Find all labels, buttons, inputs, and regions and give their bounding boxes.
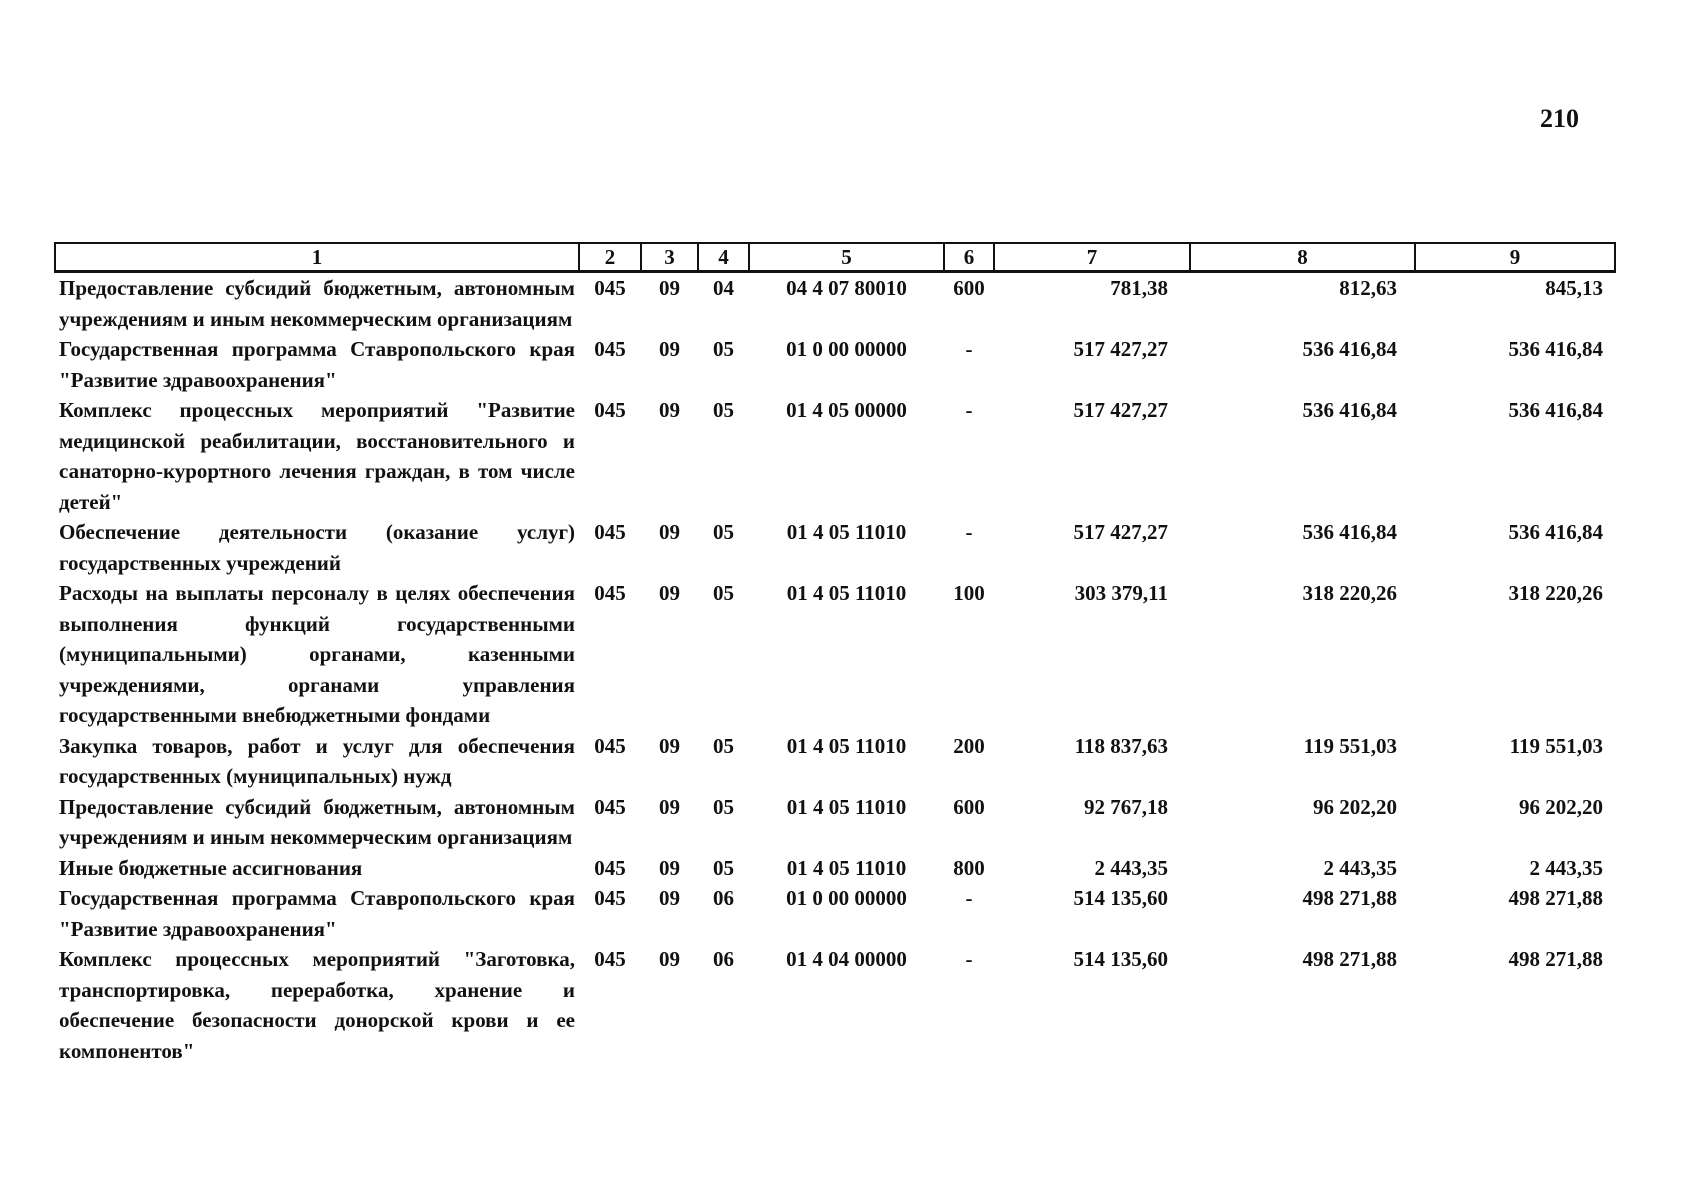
section-code-cell: 09: [659, 855, 680, 880]
row-name-cell: Предоставление субсидий бюджетным, автономным учреждениям и иным некоммерческим организациям: [59, 794, 575, 849]
table-row: [55, 272, 1615, 335]
section-code-cell: 09: [659, 398, 680, 422]
column-header: 5: [749, 243, 944, 272]
target-article-cell: 01 4 05 11010: [786, 520, 907, 544]
amount-col7-cell: 517 427,27: [1073, 398, 1168, 422]
section-code-cell: 09: [659, 276, 680, 300]
subsection-code-cell: 05: [713, 520, 734, 544]
row-name-cell: Предоставление субсидий бюджетным, автономным учреждениям и иным некоммерческим организациям: [59, 276, 575, 331]
amount-col9-cell: 536 416,84: [1508, 520, 1603, 544]
table-row: [55, 853, 1615, 884]
amount-col7-cell: 514 135,60: [1073, 947, 1168, 971]
amount-col9-cell: 536 416,84: [1508, 398, 1603, 422]
page-number: 210: [1540, 104, 1579, 133]
amount-col8-cell: 96 202,20: [1313, 794, 1397, 819]
table-row: [55, 792, 1615, 853]
row-name-cell: Расходы на выплаты персоналу в целях обеспечения выполнения функций государственными (муниципальными) органами, казенными учреждениями, органами управления государственными внебюджетными фондами: [59, 581, 575, 727]
section-code-cell: 09: [659, 794, 680, 819]
row-name-cell: Государственная программа Ставропольского края "Развитие здравоохранения": [59, 886, 575, 941]
row-name-cell: Закупка товаров, работ и услуг для обеспечения государственных (муниципальных) нужд: [59, 733, 575, 788]
amount-col9-cell: 318 220,26: [1508, 581, 1603, 605]
amount-col8-cell: 2 443,35: [1323, 855, 1397, 880]
column-header: 2: [579, 243, 641, 272]
subsection-code-cell: 05: [713, 855, 734, 880]
section-code-cell: 09: [659, 947, 680, 971]
table-row: [55, 883, 1615, 944]
amount-col9-cell: 96 202,20: [1519, 794, 1603, 819]
row-name-cell: Обеспечение деятельности (оказание услуг) государственных учреждений: [59, 520, 575, 575]
target-article-cell: 04 4 07 80010: [786, 276, 907, 300]
budget-table: [54, 242, 1616, 1066]
column-header: 4: [698, 243, 749, 272]
ministry-code-cell: 045: [594, 276, 626, 300]
section-code-cell: 09: [659, 581, 680, 605]
ministry-code-cell: 045: [594, 337, 626, 361]
amount-col7-cell: 517 427,27: [1073, 337, 1168, 361]
ministry-code-cell: 045: [594, 733, 626, 758]
subsection-code-cell: 06: [713, 947, 734, 971]
amount-col9-cell: 119 551,03: [1509, 733, 1603, 758]
column-header: 1: [55, 243, 579, 272]
amount-col9-cell: 536 416,84: [1508, 337, 1603, 361]
amount-col8-cell: 119 551,03: [1303, 733, 1397, 758]
target-article-cell: 01 4 05 11010: [786, 733, 907, 758]
ministry-code-cell: 045: [594, 886, 626, 910]
section-code-cell: 09: [659, 520, 680, 544]
table-row: [55, 334, 1615, 395]
column-header: 6: [944, 243, 994, 272]
subsection-code-cell: 05: [713, 733, 734, 758]
amount-col7-cell: 303 379,11: [1074, 581, 1168, 605]
target-article-cell: 01 4 05 11010: [786, 794, 907, 819]
amount-col8-cell: 536 416,84: [1302, 398, 1397, 422]
table-row: [55, 578, 1615, 731]
expense-type-cell: 200: [953, 733, 985, 758]
expense-type-cell: -: [965, 886, 973, 910]
amount-col9-cell: 845,13: [1545, 276, 1603, 300]
target-article-cell: 01 4 05 00000: [786, 398, 907, 422]
column-header: 8: [1190, 243, 1415, 272]
amount-col7-cell: 2 443,35: [1094, 855, 1168, 880]
target-article-cell: 01 0 00 00000: [786, 337, 907, 361]
amount-col7-cell: 118 837,63: [1074, 733, 1168, 758]
ministry-code-cell: 045: [594, 398, 626, 422]
ministry-code-cell: 045: [594, 855, 626, 880]
expense-type-cell: -: [965, 398, 973, 422]
amount-col7-cell: 517 427,27: [1073, 520, 1168, 544]
row-name-cell: Комплекс процессных мероприятий "Развитие медицинской реабилитации, восстановительного и санаторно-курортного лечения граждан, в том числе детей": [59, 398, 575, 514]
amount-col7-cell: 514 135,60: [1073, 886, 1168, 910]
column-header: 9: [1415, 243, 1615, 272]
section-code-cell: 09: [659, 886, 680, 910]
amount-col8-cell: 812,63: [1339, 276, 1397, 300]
expense-type-cell: 800: [953, 855, 985, 880]
column-header: 7: [994, 243, 1190, 272]
amount-col7-cell: 781,38: [1110, 276, 1168, 300]
amount-col9-cell: 498 271,88: [1508, 947, 1603, 971]
subsection-code-cell: 05: [713, 794, 734, 819]
subsection-code-cell: 04: [713, 276, 734, 300]
ministry-code-cell: 045: [594, 794, 626, 819]
expense-type-cell: 600: [953, 276, 985, 300]
amount-col8-cell: 318 220,26: [1302, 581, 1397, 605]
amount-col9-cell: 2 443,35: [1529, 855, 1603, 880]
ministry-code-cell: 045: [594, 520, 626, 544]
table-body: [55, 272, 1615, 1067]
table-row: [55, 731, 1615, 792]
target-article-cell: 01 4 05 11010: [786, 581, 907, 605]
subsection-code-cell: 05: [713, 398, 734, 422]
expense-type-cell: -: [965, 947, 973, 971]
table-row: [55, 517, 1615, 578]
expense-type-cell: -: [965, 337, 973, 361]
row-name-cell: Государственная программа Ставропольского края "Развитие здравоохранения": [59, 337, 575, 392]
ministry-code-cell: 045: [594, 581, 626, 605]
subsection-code-cell: 06: [713, 886, 734, 910]
target-article-cell: 01 4 05 11010: [786, 855, 907, 880]
expense-type-cell: 100: [953, 581, 985, 605]
expense-type-cell: 600: [953, 794, 985, 819]
target-article-cell: 01 4 04 00000: [786, 947, 907, 971]
row-name-cell: Комплекс процессных мероприятий "Заготовка, транспортировка, переработка, хранение и обеспечение безопасности донорской крови и ее компонентов": [59, 947, 575, 1063]
target-article-cell: 01 0 00 00000: [786, 886, 907, 910]
table-header: [55, 243, 1615, 272]
column-header: 3: [641, 243, 698, 272]
row-name-cell: Иные бюджетные ассигнования: [59, 855, 363, 880]
amount-col8-cell: 536 416,84: [1302, 337, 1397, 361]
amount-col8-cell: 498 271,88: [1302, 947, 1397, 971]
amount-col9-cell: 498 271,88: [1508, 886, 1603, 910]
amount-col8-cell: 498 271,88: [1302, 886, 1397, 910]
section-code-cell: 09: [659, 733, 680, 758]
expense-type-cell: -: [965, 520, 973, 544]
table-row: [55, 944, 1615, 1066]
subsection-code-cell: 05: [713, 581, 734, 605]
ministry-code-cell: 045: [594, 947, 626, 971]
amount-col8-cell: 536 416,84: [1302, 520, 1397, 544]
section-code-cell: 09: [659, 337, 680, 361]
amount-col7-cell: 92 767,18: [1084, 794, 1168, 819]
table-row: [55, 395, 1615, 517]
subsection-code-cell: 05: [713, 337, 734, 361]
header-row: [55, 243, 1615, 272]
